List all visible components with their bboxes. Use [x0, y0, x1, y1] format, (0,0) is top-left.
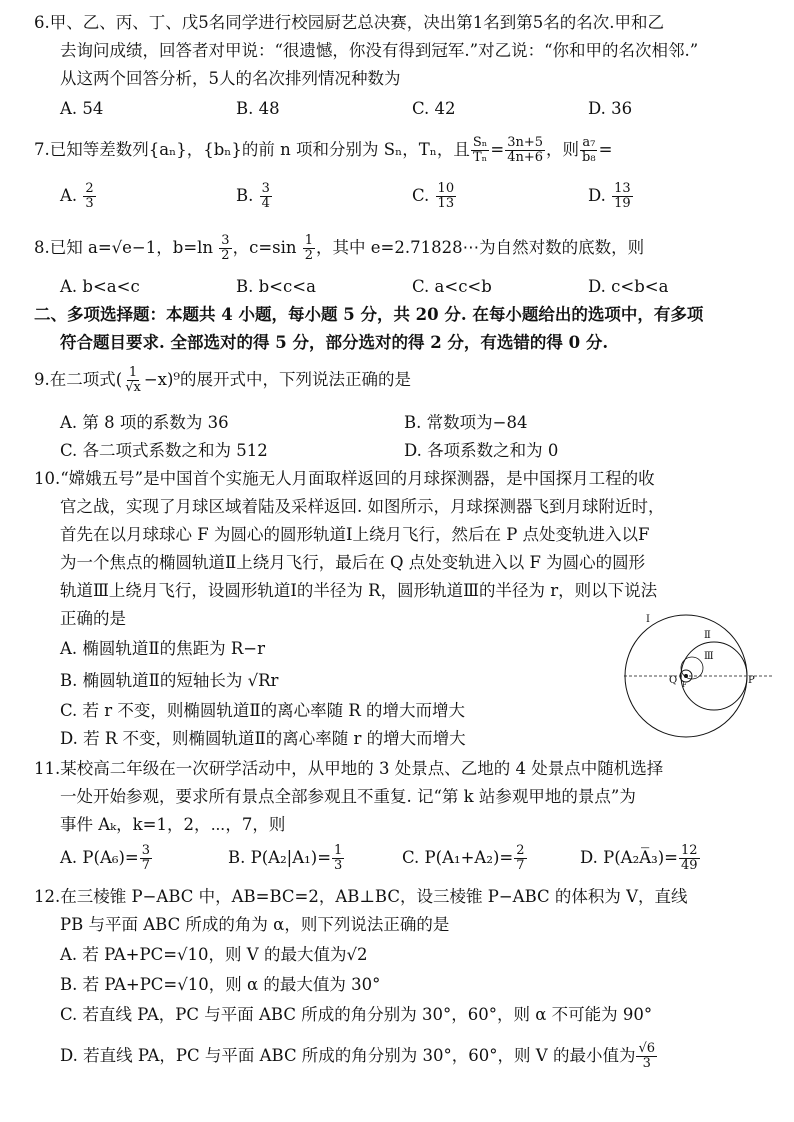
orbit-ii-label: Ⅱ	[704, 630, 711, 641]
q9-stem-text-b: −x)⁹的展开式中，下列说法正确的是	[143, 370, 411, 389]
q7-option-b-label: B.	[236, 186, 254, 205]
q7-option-a-num: 2	[85, 181, 94, 196]
q7-option-d-den: 19	[614, 196, 631, 211]
q10-line-6: 正确的是	[60, 609, 126, 628]
q11-option-b	[228, 840, 402, 876]
q10-option-d: D. 若 R 不变，则椭圆轨道Ⅱ的离心率随 r 的增大而增大	[60, 729, 466, 748]
q11-option-a-label: A. P(A₆)=	[60, 848, 139, 867]
q11-option-d	[580, 840, 701, 876]
q8-stem	[34, 230, 644, 266]
q11-option-b-num: 1	[334, 843, 343, 858]
q6-line-3: 从这两个回答分析，5人的名次排列情况种数为	[60, 69, 401, 88]
q11-option-b-label: B. P(A₂|A₁)=	[228, 848, 332, 867]
q11-option-d-den: 49	[681, 858, 698, 873]
q10-option-c: C. 若 r 不变，则椭圆轨道Ⅱ的离心率随 R 的增大而增大	[60, 701, 466, 720]
q11-option-c-label: C. P(A₁+A₂)=	[402, 848, 514, 867]
q7-fraction-ratio	[505, 136, 545, 165]
q7-frac2-num: 3n+5	[507, 135, 544, 150]
q11-option-d-frac	[679, 844, 700, 873]
q7-frac3-num: a₇	[582, 135, 596, 150]
q12-option-d	[60, 1038, 658, 1074]
q9-option-c: C. 各二项式系数之和为 512	[60, 441, 268, 460]
q7-stem-text-b: ，则	[546, 140, 580, 159]
q7-frac2-den: 4n+6	[507, 150, 544, 165]
q6-option-d: D. 36	[588, 99, 633, 118]
q7-option-a-frac	[83, 182, 95, 211]
q7-fraction-s-t	[471, 136, 490, 165]
q10-line-3: 首先在以月球球心 F 为圆心的圆形轨道Ⅰ上绕月飞行，然后在 P 点处变轨进入以F	[60, 525, 650, 544]
q6-option-a: A. 54	[60, 99, 104, 118]
q7-frac1-num: Sₙ	[472, 135, 488, 150]
q8-option-c: C. a<c<b	[412, 277, 492, 296]
q12-line-1: 12.在三棱锥 P−ABC 中，AB=BC=2，AB⊥BC，设三棱锥 P−ABC 的体积为 V，直线	[34, 887, 688, 906]
q7-frac3-den: b₈	[582, 150, 596, 165]
q8-frac1-num: 3	[221, 233, 230, 248]
point-p-label: P	[748, 675, 755, 686]
q11-line-3: 事件 Aₖ，k=1，2，⋯，7，则	[60, 815, 286, 834]
q12-option-d-text: D. 若直线 PA，PC 与平面 ABC 所成的角分别为 30°，60°，则 V 的最小值为	[60, 1046, 636, 1065]
q11-option-c-num: 2	[516, 843, 525, 858]
q7-option-b-frac	[260, 182, 272, 211]
q10-line-4: 为一个焦点的椭圆轨道Ⅱ上绕月飞行，最后在 Q 点处变轨进入以 F 为圆心的圆形	[60, 553, 646, 572]
q9-stem-text-a: 9.在二项式(	[34, 370, 123, 389]
q6-option-b: B. 48	[236, 99, 280, 118]
q8-option-a: A. b<a<c	[60, 277, 140, 296]
q9-frac-num: 1	[128, 365, 138, 380]
q7-option-d-frac	[612, 182, 633, 211]
q8-frac2-den: 2	[304, 248, 314, 263]
q12-option-b: B. 若 PA+PC=√10，则 α 的最大值为 30°	[60, 975, 381, 994]
q10-line-2: 官之战，实现了月球区域着陆及采样返回. 如图所示，月球探测器飞到月球附近时，	[60, 497, 665, 516]
q10-line-1: 10.“嫦娥五号”是中国首个实施无人月面取样返回的月球探测器，是中国探月工程的收	[34, 469, 655, 488]
q7-option-d-label: D.	[588, 186, 606, 205]
q11-line-1: 11.某校高二年级在一次研学活动中，从甲地的 3 处景点、乙地的 4 处景点中随机选择	[34, 759, 664, 778]
q6-option-c: C. 42	[412, 99, 456, 118]
q7-fraction-a-b	[580, 136, 598, 165]
section-2-heading-line-2: 符合题目要求. 全部选对的得 5 分，部分选对的得 2 分，有选错的得 0 分.	[60, 333, 609, 352]
q8-option-b: B. b<c<a	[236, 277, 316, 296]
q9-option-b: B. 常数项为−84	[404, 413, 528, 432]
orbit-diagram	[624, 614, 774, 752]
q8-stem-text-c: ，其中 e=2.71828⋯为自然对数的底数，则	[316, 238, 645, 257]
section-2-heading-line-1: 二、多项选择题：本题共 4 小题，每小题 5 分，共 20 分. 在每小题给出的选项中，有多项	[34, 305, 704, 324]
q7-options	[60, 178, 634, 214]
q7-option-a-den: 3	[85, 196, 94, 211]
orbit-iii-label: Ⅲ	[704, 651, 714, 662]
q9-option-d: D. 各项系数之和为 0	[404, 441, 559, 460]
q7-equals: =	[490, 140, 505, 159]
q9-stem	[34, 362, 411, 398]
q9-options-row-2	[60, 440, 558, 462]
q11-option-c-den: 7	[516, 858, 525, 873]
q7-stem-text-c: =	[598, 140, 613, 159]
q11-option-a	[60, 840, 228, 876]
focus-f-dot	[684, 674, 688, 678]
q6-line-2: 去询问成绩，回答者对甲说：“很遗憾，你没有得到冠军.”对乙说：“你和甲的名次相邻.”	[60, 41, 699, 60]
q8-fraction-ln	[219, 234, 231, 263]
q8-option-d: D. c<b<a	[588, 277, 669, 296]
q7-option-c-num: 10	[437, 181, 455, 196]
q8-frac1-den: 2	[221, 248, 230, 263]
orbit-diagram-svg	[624, 614, 774, 752]
q8-frac2-num: 1	[304, 233, 314, 248]
q7-option-c-den: 13	[437, 196, 455, 211]
q12-line-2: PB 与平面 ABC 所成的角为 α，则下列说法正确的是	[60, 915, 450, 934]
q12-option-d-frac	[636, 1042, 657, 1071]
q10-line-5: 轨道Ⅲ上绕月飞行，设圆形轨道Ⅰ的半径为 R，圆形轨道Ⅲ的半径为 r，则以下说法	[60, 581, 658, 600]
q11-option-a-frac	[140, 844, 152, 873]
point-f-label: F	[682, 681, 687, 689]
q7-stem	[34, 132, 612, 168]
q10-option-b: B. 椭圆轨道Ⅱ的短轴长为 √Rr	[60, 671, 279, 690]
q9-frac-den: √x	[125, 380, 141, 395]
q7-option-b-den: 4	[261, 196, 270, 211]
q9-option-a: A. 第 8 项的系数为 36	[60, 413, 229, 432]
q8-options	[60, 276, 668, 298]
q9-options-row-1	[60, 412, 527, 434]
q12-option-a: A. 若 PA+PC=√10，则 V 的最大值为√2	[60, 945, 368, 964]
q7-option-d	[588, 178, 634, 214]
q11-option-a-num: 3	[141, 843, 151, 858]
q12-option-c: C. 若直线 PA，PC 与平面 ABC 所成的角分别为 30°，60°，则 α 不可能为 90°	[60, 1005, 653, 1024]
q11-option-c	[402, 840, 580, 876]
q8-stem-text-b: ，c=sin	[232, 238, 297, 257]
q11-option-d-label: D. P(A₂A̅₃)=	[580, 848, 678, 867]
q11-option-b-den: 3	[334, 858, 343, 873]
q7-option-d-num: 13	[614, 181, 631, 196]
q7-option-b-num: 3	[261, 181, 270, 196]
q12-option-d-num: √6	[638, 1041, 656, 1056]
q6-options	[60, 98, 632, 120]
q9-fraction	[123, 366, 143, 395]
q7-option-a	[60, 178, 236, 214]
q7-frac1-den: Tₙ	[472, 150, 488, 165]
q11-option-b-frac	[332, 844, 344, 873]
q8-stem-text-a: 8.已知 a=√e−1，b=ln	[34, 238, 214, 257]
q11-option-c-frac	[514, 844, 526, 873]
q10-option-a: A. 椭圆轨道Ⅱ的焦距为 R−r	[60, 639, 266, 658]
point-q-label: Q	[669, 675, 678, 686]
q11-option-a-den: 7	[141, 858, 151, 873]
q7-option-c-frac	[436, 182, 457, 211]
q7-option-c-label: C.	[412, 186, 430, 205]
q7-option-b	[236, 178, 412, 214]
q11-line-2: 一处开始参观，要求所有景点全部参观且不重复. 记“第 k 站参观甲地的景点”为	[60, 787, 636, 806]
q7-option-c	[412, 178, 588, 214]
q8-fraction-sin	[303, 234, 315, 263]
q7-stem-text-a: 7.已知等差数列{aₙ}，{bₙ}的前 n 项和分别为 Sₙ，Tₙ，且	[34, 140, 470, 159]
q11-options	[60, 840, 701, 876]
orbit-i-label: Ⅰ	[646, 614, 650, 625]
q6-line-1: 6.甲、乙、丙、丁、戊5名同学进行校园厨艺总决赛，决出第1名到第5名的名次.甲和乙	[34, 13, 664, 32]
q12-option-d-den: 3	[642, 1056, 651, 1071]
q11-option-d-num: 12	[681, 843, 698, 858]
q7-option-a-label: A.	[60, 186, 78, 205]
